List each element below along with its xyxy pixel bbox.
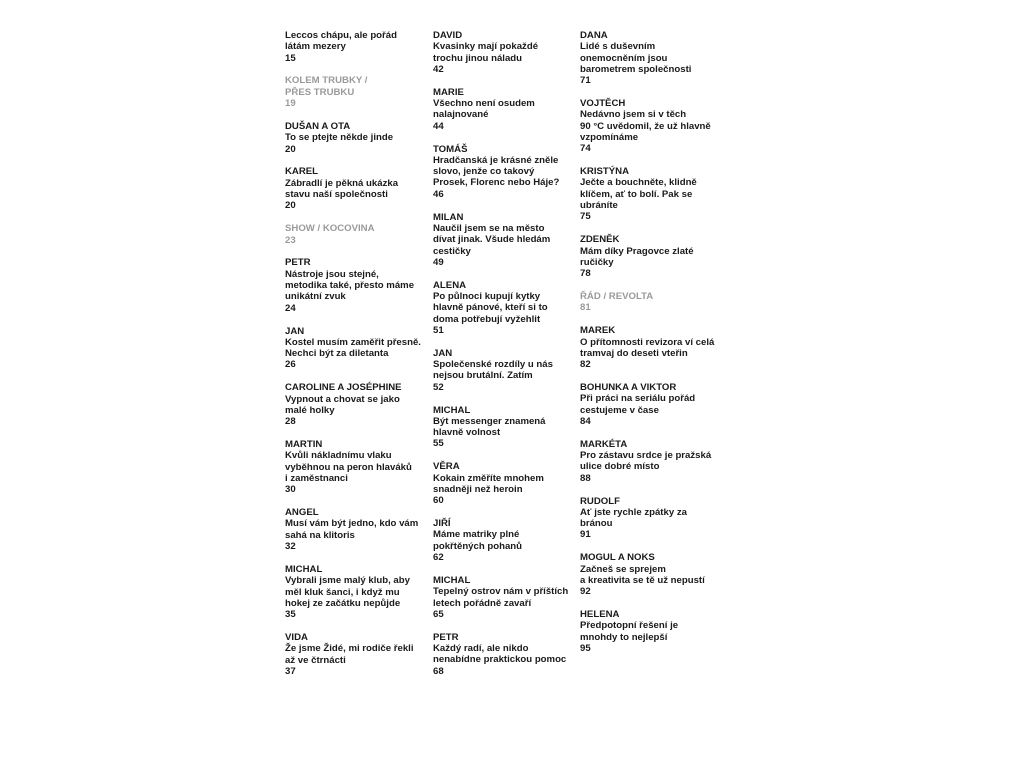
contents-entry xyxy=(433,518,573,563)
contents-entry xyxy=(285,382,425,427)
page-number: 20 xyxy=(285,143,296,155)
interviewee-name: VOJTĚCH xyxy=(580,98,626,110)
entry-quote: Vybrali jsme malý klub, aby měl kluk šanci, i když mu hokej ze začátku nepůjde xyxy=(285,575,410,609)
contents-entry xyxy=(580,166,720,222)
page-number: 78 xyxy=(580,268,591,280)
interviewee-name: BOHUNKA A VIKTOR xyxy=(580,381,677,393)
page-number: 88 xyxy=(580,472,591,484)
entry-quote: Tepelný ostrov nám v příštích letech pořádně zavaří xyxy=(433,586,569,609)
contents-column-2 xyxy=(433,30,573,688)
interviewee-name: HELENA xyxy=(580,609,620,621)
contents-entry xyxy=(580,382,720,427)
entry-quote: To se ptejte někde jinde xyxy=(285,132,394,144)
entry-quote: Předpotopní řešení je mnohdy to nejlepší xyxy=(580,620,679,643)
section-heading xyxy=(580,291,720,314)
interviewee-name: ALENA xyxy=(433,279,467,291)
interviewee-name: DAVID xyxy=(433,30,463,41)
page-number: 68 xyxy=(433,665,444,677)
page-number: 82 xyxy=(580,359,591,371)
contents-entry xyxy=(580,325,720,370)
section-title: ŘÁD / REVOLTA xyxy=(580,291,654,303)
contents-entry xyxy=(580,30,720,86)
entry-quote: Ať jste rychle zpátky za bránou xyxy=(580,506,687,530)
section-heading xyxy=(285,223,425,246)
entry-quote: Nedávno jsem si v těch 90 °C uvědomil, že už hlavně vzpomínáme xyxy=(580,109,711,143)
page-number: 35 xyxy=(285,609,296,621)
section-heading xyxy=(285,75,425,109)
entry-quote: Po půlnoci kupují kytky hlavně pánové, kteří si to doma potřebují vyžehlit xyxy=(433,291,548,325)
contents-entry xyxy=(580,98,720,154)
entry-quote: Společenské rozdíly u nás nejsou brutální. Zatím xyxy=(433,359,553,382)
page-number: 42 xyxy=(433,63,444,75)
interviewee-name: MICHAL xyxy=(433,574,471,586)
entry-quote: Musí vám být jedno, kdo vám sahá na klitoris xyxy=(285,518,419,541)
page-number: 71 xyxy=(580,75,591,87)
page-number: 49 xyxy=(433,256,444,268)
page-number: 75 xyxy=(580,211,591,223)
interviewee-name: KAREL xyxy=(285,166,319,178)
entry-quote: Zábradlí je pěkná ukázka stavu naší společnosti xyxy=(285,177,399,201)
entry-quote: Začneš se sprejem a kreativita se tě už nepustí xyxy=(580,563,705,586)
contents-entry xyxy=(433,212,573,268)
entry-quote: Ječte a bouchněte, klidně klíčem, ať to bolí. Pak se ubráníte xyxy=(580,177,697,212)
contents-entry xyxy=(433,632,573,677)
page-number: 81 xyxy=(580,302,591,314)
page-number: 46 xyxy=(433,188,444,200)
contents-entry xyxy=(580,552,720,597)
page-number: 92 xyxy=(580,586,591,598)
entry-quote: Kvasinky mají pokaždé trochu jinou náladu xyxy=(433,41,539,64)
contents-entry xyxy=(285,507,425,552)
entry-quote: Kostel musím zaměřit přesně. Nechci být za diletanta xyxy=(285,336,421,360)
page-number: 37 xyxy=(285,665,296,677)
entry-quote: Nástroje jsou stejné, metodika také, přesto máme unikátní zvuk xyxy=(285,268,415,303)
interviewee-name: MAREK xyxy=(580,325,616,337)
entry-quote: Pro zástavu srdce je pražská ulice dobré místo xyxy=(580,450,712,473)
entry-quote: Hradčanská je krásné zněle slovo, jenže co takový Prosek, Florenc nebo Háje? xyxy=(433,154,560,189)
entry-quote: Každý radí, ale nikdo nenabídne praktickou pomoc xyxy=(433,643,567,666)
contents-entry xyxy=(285,564,425,620)
page-number: 51 xyxy=(433,324,444,336)
section-title: SHOW / KOCOVINA xyxy=(285,223,375,235)
section-title: KOLEM TRUBKY / PŘES TRUBKU xyxy=(285,75,368,98)
page-number: 60 xyxy=(433,495,444,507)
entry-quote: Všechno není osudem nalajnované xyxy=(433,98,535,121)
contents-entry xyxy=(433,30,573,75)
interviewee-name: PETR xyxy=(433,631,459,643)
contents-entry xyxy=(433,405,573,450)
contents-entry xyxy=(433,461,573,506)
entry-quote: Vypnout a chovat se jako malé holky xyxy=(285,393,400,416)
contents-entry xyxy=(580,609,720,654)
contents-entry xyxy=(580,234,720,279)
page-number: 65 xyxy=(433,608,444,620)
contents-entry xyxy=(285,121,425,155)
entry-quote: Máme matriky plné pokřtěných pohanů xyxy=(433,529,523,552)
interviewee-name: VĚRA xyxy=(433,461,460,473)
page-number: 30 xyxy=(285,484,296,496)
page-number: 23 xyxy=(285,234,296,246)
interviewee-name: JAN xyxy=(285,325,305,337)
contents-entry xyxy=(285,326,425,371)
entry-quote: Lidé s duševním onemocněním jsou barometrem společnosti xyxy=(580,41,692,75)
entry-quote: Leccos chápu, ale pořád látám mezery xyxy=(285,30,397,53)
page-number: 74 xyxy=(580,143,591,155)
entry-quote: Že jsme Židé, mi rodiče řekli až ve čtrnácti xyxy=(285,643,414,666)
page-number: 20 xyxy=(285,200,296,212)
contents-entry xyxy=(580,496,720,541)
contents-entry xyxy=(285,439,425,495)
contents-entry xyxy=(285,632,425,677)
interviewee-name: DANA xyxy=(580,30,608,41)
contents-entry xyxy=(433,144,573,200)
page-number: 84 xyxy=(580,415,591,427)
contents-entry xyxy=(433,575,573,620)
contents-entry xyxy=(433,348,573,393)
entry-quote: Při práci na seriálu pořád cestujeme v čase xyxy=(580,393,696,416)
contents-entry xyxy=(580,439,720,484)
interviewee-name: JIŘÍ xyxy=(433,518,451,530)
table-of-contents-page xyxy=(240,0,785,768)
page-number: 91 xyxy=(580,529,591,541)
page-number: 52 xyxy=(433,381,444,393)
entry-quote: O přítomnosti revizora ví celá tramvaj do deseti vteřin xyxy=(580,336,715,359)
interviewee-name: ANGEL xyxy=(285,507,319,519)
page-number: 15 xyxy=(285,52,296,64)
contents-entry xyxy=(285,166,425,211)
interviewee-name: MARIE xyxy=(433,86,464,98)
interviewee-name: MARTIN xyxy=(285,439,323,451)
page-number: 44 xyxy=(433,120,444,132)
entry-quote: Kvůli nákladnímu vlaku vyběhnou na peron hlaváků i zaměstnanci xyxy=(285,450,412,484)
interviewee-name: DUŠAN A OTA xyxy=(285,120,351,132)
interviewee-name: PETR xyxy=(285,257,311,269)
page-number: 26 xyxy=(285,359,296,371)
interviewee-name: TOMÁŠ xyxy=(433,143,468,155)
entry-quote: Naučil jsem se na město dívat jinak. Všude hledám cestičky xyxy=(433,222,551,257)
contents-entry xyxy=(285,30,425,64)
page-number: 24 xyxy=(285,302,296,314)
interviewee-name: ZDENĚK xyxy=(580,234,620,246)
interviewee-name: MILAN xyxy=(433,211,464,223)
page-number: 55 xyxy=(433,438,444,450)
interviewee-name: CAROLINE A JOSÉPHINE xyxy=(285,382,402,394)
contents-column-1 xyxy=(285,30,425,689)
contents-entry xyxy=(285,257,425,313)
interviewee-name: MOGUL A NOKS xyxy=(580,552,655,564)
interviewee-name: MARKÉTA xyxy=(580,438,628,450)
entry-quote: Být messenger znamená hlavně volnost xyxy=(433,415,546,439)
entry-quote: Kokain změříte mnohem snadněji než heroin xyxy=(433,472,544,495)
interviewee-name: JAN xyxy=(433,347,453,359)
interviewee-name: RUDOLF xyxy=(580,495,620,507)
interviewee-name: KRISTÝNA xyxy=(580,166,630,178)
page-number: 32 xyxy=(285,541,296,553)
entry-quote: Mám díky Pragovce zlaté ručičky xyxy=(580,245,694,268)
contents-entry xyxy=(433,280,573,336)
interviewee-name: MICHAL xyxy=(285,563,323,575)
interviewee-name: VIDA xyxy=(285,632,308,643)
page-number: 19 xyxy=(285,98,296,110)
contents-column-3 xyxy=(580,30,720,666)
page-number: 28 xyxy=(285,416,296,428)
contents-entry xyxy=(433,87,573,132)
page-number: 95 xyxy=(580,643,591,654)
interviewee-name: MICHAL xyxy=(433,404,471,416)
page-number: 62 xyxy=(433,552,444,564)
